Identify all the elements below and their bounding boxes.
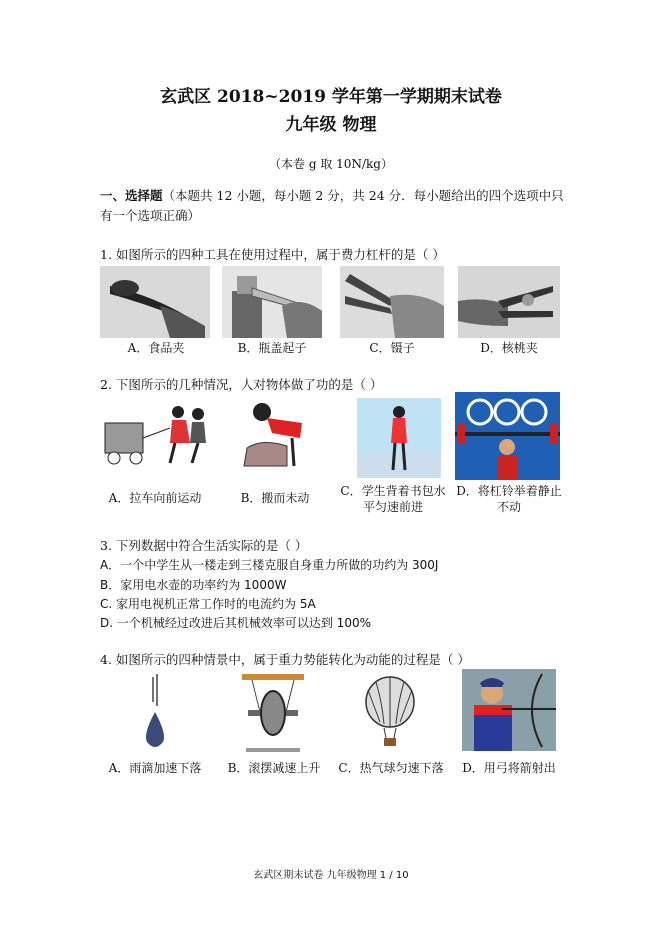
q2-option-a: A．拉车向前运动 xyxy=(108,491,202,505)
section-heading xyxy=(100,186,570,226)
question-3-stem: 3. 下列数据中符合生活实际的是（ ） xyxy=(100,538,308,553)
archer-image xyxy=(462,669,556,751)
nutcracker-image xyxy=(458,266,560,338)
q3-option-c: C. 家用电视机正常工作时的电流约为 5A xyxy=(100,597,316,611)
weightlifter-image xyxy=(455,392,560,480)
section-label: 一、选择题 xyxy=(100,188,163,203)
maxwell-wheel-image xyxy=(240,672,306,754)
q1-option-c: C．镊子 xyxy=(369,341,415,355)
q3-option-a: A．一个中学生从一楼走到三楼克服自身重力所做的功约为 300J xyxy=(100,558,439,572)
q2-option-c: C．学生背着书包水平匀速前进 xyxy=(340,484,446,514)
q3-option-d: D. 一个机械经过改进后其机械效率可以达到 100% xyxy=(100,616,371,630)
question-1-stem: 1. 如图所示的四种工具在使用过程中，属于费力杠杆的是（ ） xyxy=(100,247,445,262)
lifting-bag-image xyxy=(232,398,322,470)
q4-option-d: D．用弓将箭射出 xyxy=(462,761,556,775)
bottle-opener-image xyxy=(222,266,322,338)
q2-option-d: D．将杠铃举着静止不动 xyxy=(456,484,562,514)
exam-subtitle: 九年级 物理 xyxy=(285,115,377,135)
question-4-stem: 4. 如图所示的四种情景中，属于重力势能转化为动能的过程是（ ） xyxy=(100,652,470,667)
q1-option-a: A．食品夹 xyxy=(127,341,185,355)
pulling-cart-image xyxy=(100,398,210,470)
q1-option-b: B．瓶盖起子 xyxy=(237,341,307,355)
q4-option-a: A．雨滴加速下落 xyxy=(108,761,202,775)
gravity-note: （本卷 g 取 10N/kg） xyxy=(269,157,393,171)
question-2-stem: 2. 下图所示的几种情况，人对物体做了功的是（ ） xyxy=(100,377,383,392)
q1-option-d: D．核桃夹 xyxy=(480,341,538,355)
exam-title: 玄武区 2018~2019 学年第一学期期末试卷 xyxy=(160,87,502,107)
page-footer: 玄武区期末试卷 九年级物理 1 / 10 xyxy=(253,870,409,881)
question-1-images xyxy=(100,266,560,346)
student-walking-image xyxy=(357,398,441,478)
q2-option-b: B．搬而未动 xyxy=(240,491,310,505)
tweezers-image xyxy=(340,266,444,338)
q4-option-c: C．热气球匀速下落 xyxy=(338,761,444,775)
food-tongs-image xyxy=(100,266,210,338)
q4-option-b: B．滚摆减速上升 xyxy=(227,761,321,775)
q3-option-b: B．家用电水壶的功率约为 1000W xyxy=(100,578,287,592)
section-desc: （本题共 12 小题，每小题 2 分，共 24 分．每小题给出的四个选项中只有一个选项正确） xyxy=(100,188,564,223)
raindrop-image xyxy=(135,672,179,752)
hot-air-balloon-image xyxy=(362,676,418,748)
